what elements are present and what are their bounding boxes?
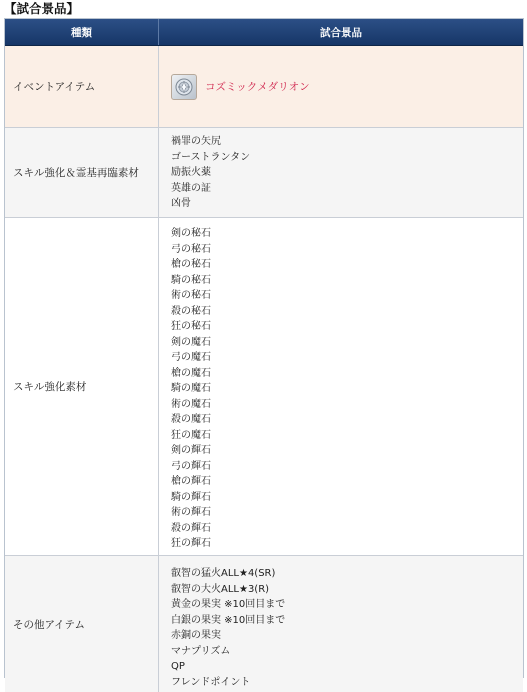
page-title: 【試合景品】 (4, 1, 80, 16)
prize-table (4, 18, 524, 688)
category-cell: イベントアイテム (5, 46, 159, 127)
list-item: 術の秘石 (171, 290, 211, 301)
event-item-name: コズミックメダリオン (205, 81, 310, 93)
list-item: フレンドポイント (171, 676, 251, 688)
prize-cell (159, 218, 523, 555)
category-cell: スキル強化素材 (5, 218, 159, 555)
list-item: 狂の輝石 (171, 538, 211, 549)
list-item: 白銀の果実 ※10回目まで (171, 614, 286, 626)
list-item: 狂の魔石 (171, 429, 211, 441)
medallion-icon (171, 74, 197, 100)
list-item: 弓の秘石 (171, 243, 211, 255)
list-item: 槍の魔石 (171, 367, 211, 379)
prize-cell (159, 128, 523, 217)
list-item: 殺の魔石 (171, 414, 211, 425)
list-item: 叡智の大火ALL★3(R) (171, 583, 270, 595)
item-list (171, 218, 523, 552)
list-item: 騎の輝石 (171, 491, 211, 503)
list-item: 剣の秘石 (171, 228, 211, 239)
list-item: 殺の輝石 (171, 522, 211, 534)
list-item: 剣の魔石 (171, 336, 211, 348)
list-item: 騎の魔石 (171, 383, 211, 394)
list-item: QP (171, 661, 185, 672)
column-header-type: 種類 (5, 19, 159, 45)
list-item: 弓の輝石 (171, 460, 211, 472)
list-item: 黄金の果実 ※10回目まで (171, 599, 286, 610)
list-item: 剣の輝石 (171, 445, 211, 456)
category-cell: スキル強化＆霊基再臨素材 (5, 128, 159, 217)
table-row (5, 46, 523, 128)
column-header-prize: 試合景品 (320, 26, 362, 39)
table-row (5, 218, 523, 556)
list-item: 槍の秘石 (171, 259, 211, 270)
table-row (5, 556, 523, 692)
list-item: 術の魔石 (171, 398, 211, 410)
list-item: 赤銅の果実 (171, 630, 221, 641)
list-item: 弓の魔石 (171, 352, 211, 363)
table-header (5, 19, 523, 46)
item-list (171, 556, 523, 690)
list-item: 槍の輝石 (171, 476, 211, 487)
list-item: 殺の秘石 (171, 305, 211, 317)
list-item: 叡智の猛火ALL★4(SR) (171, 568, 276, 579)
list-item: 騎の秘石 (171, 274, 211, 286)
list-item: 英雄の証 (171, 182, 211, 194)
list-item: 狂の秘石 (171, 321, 211, 332)
item-list (171, 128, 523, 212)
table-row (5, 128, 523, 218)
category-cell: その他アイテム (5, 556, 159, 692)
prize-cell (159, 556, 523, 692)
prize-cell (159, 46, 523, 127)
list-item: ゴーストランタン (171, 151, 251, 163)
list-item: 術の輝石 (171, 507, 211, 518)
list-item: 禍罪の矢尻 (171, 136, 221, 147)
list-item: マナプリズム (171, 645, 231, 657)
list-item: 励振火薬 (171, 167, 211, 178)
list-item: 凶骨 (171, 198, 191, 209)
